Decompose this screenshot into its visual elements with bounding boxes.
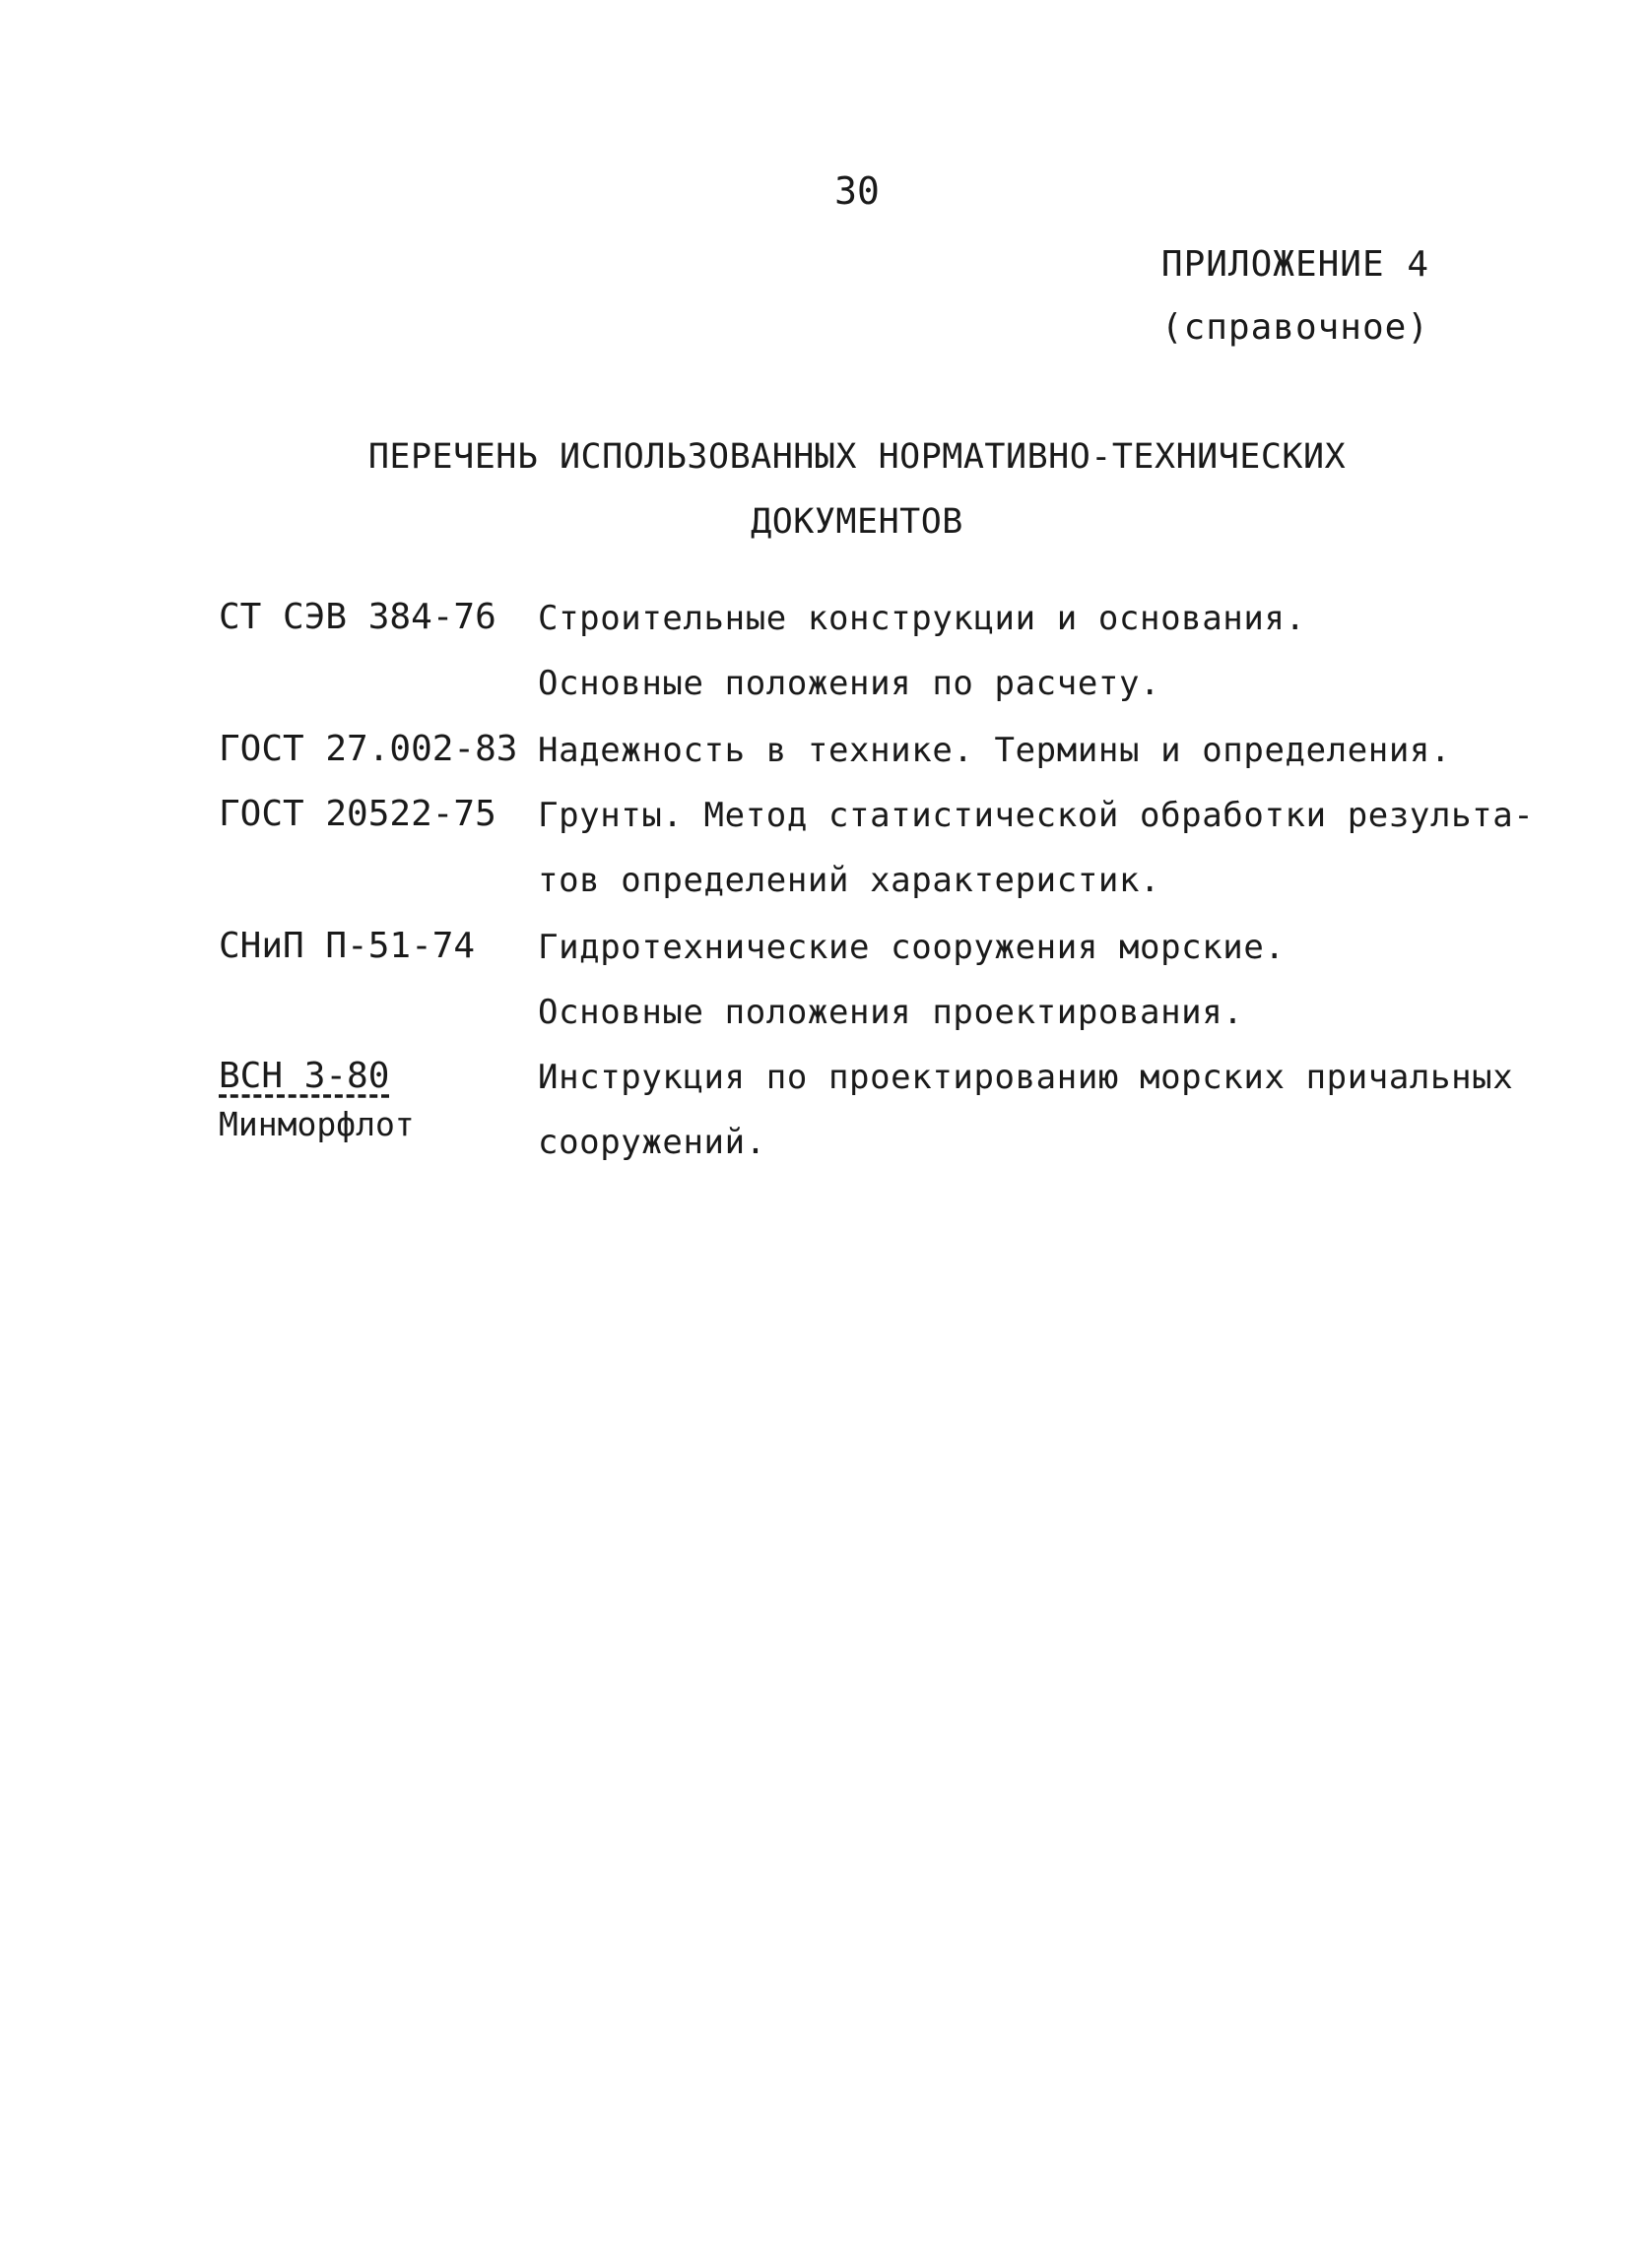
appendix-label: ПРИЛОЖЕНИЕ 4 — [1160, 244, 1429, 285]
doc-description-line: тов определений характеристик. — [538, 861, 1161, 900]
doc-description-line: Строительные конструкции и основания. — [538, 599, 1306, 638]
appendix-note: (справочное) — [1160, 307, 1429, 348]
doc-description-line: Основные положения проектирования. — [538, 993, 1244, 1032]
page-title-line-2: ДОКУМЕНТОВ — [751, 502, 963, 542]
doc-code: СНиП П-51-74 — [219, 926, 476, 966]
page-title-line-1: ПЕРЕЧЕНЬ ИСПОЛЬЗОВАННЫХ НОРМАТИВНО-ТЕХНИЧЕСКИХ — [367, 437, 1347, 477]
page-number: 30 — [834, 169, 880, 213]
doc-code: СТ СЭВ 384-76 — [219, 597, 496, 637]
doc-description-line: Грунты. Метод статистической обработки результа- — [538, 796, 1535, 835]
doc-description-line: Надежность в технике. Термины и определения. — [538, 731, 1452, 770]
doc-description-line: Гидротехнические сооружения морские. — [538, 928, 1286, 967]
doc-code: ГОСТ 20522-75 — [219, 794, 496, 834]
doc-issuer: Минморфлот — [219, 1105, 415, 1143]
doc-code: ГОСТ 27.002-83 — [219, 729, 518, 769]
doc-description-line: Основные положения по расчету. — [538, 664, 1161, 703]
doc-description-line: Инструкция по проектированию морских причальных — [538, 1058, 1514, 1097]
doc-description-line: сооружений. — [538, 1123, 766, 1162]
doc-code: ВСН 3-80 — [219, 1056, 390, 1096]
